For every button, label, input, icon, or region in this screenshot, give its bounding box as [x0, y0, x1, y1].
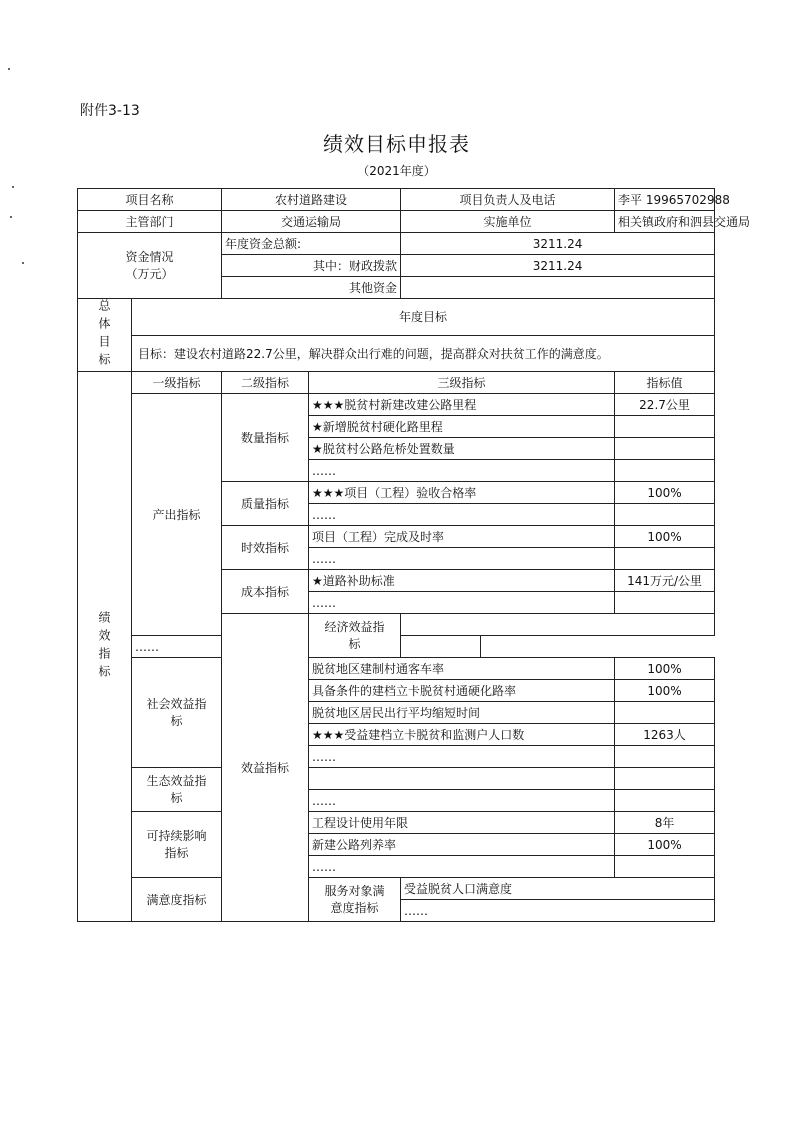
indicator-name: 脱贫地区居民出行平均缩短时间 [309, 702, 615, 724]
level1-header: 一级指标 [132, 372, 222, 394]
indicator-name: 受益脱贫人口满意度 [401, 878, 715, 900]
funds-fiscal-value: 3211.24 [401, 255, 715, 277]
project-name-label: 项目名称 [78, 189, 222, 211]
indicator-value: 1263人 [615, 724, 715, 746]
scan-speck [22, 262, 24, 264]
indicator-value [615, 856, 715, 878]
indicator-value: 100% [615, 658, 715, 680]
indicator-value: 8年 [615, 812, 715, 834]
project-name-row [78, 189, 715, 211]
indicator-value [615, 790, 715, 812]
department-row [78, 211, 715, 233]
indicator-name: ★脱贫村公路危桥处置数量 [309, 438, 615, 460]
social-indicator-label: 社会效益指标 [132, 658, 222, 768]
indicator-value: 100% [615, 834, 715, 856]
indicator-name: 工程设计使用年限 [309, 812, 615, 834]
department-value: 交通运输局 [222, 211, 401, 233]
table-row [78, 636, 715, 658]
indicator-ellipsis: …… [309, 746, 615, 768]
funds-fiscal-label: 其中：财政拨款 [222, 255, 401, 277]
indicator-value: 22.7公里 [615, 394, 715, 416]
funds-total-row [78, 233, 715, 255]
project-owner-value: 李平 19965702988 [615, 189, 715, 211]
indicator-name: ★★★项目（工程）验收合格率 [309, 482, 615, 504]
funds-label-line1: 资金情况 [125, 250, 174, 265]
indicator-name: 脱贫地区建制村通客车率 [309, 658, 615, 680]
year-goal-header-row [78, 299, 715, 336]
indicator-ellipsis: …… [309, 592, 615, 614]
indicator-value: 100% [615, 482, 715, 504]
table-row [78, 768, 715, 790]
indicator-value [615, 746, 715, 768]
scan-speck [10, 216, 12, 218]
indicator-ellipsis: …… [401, 900, 715, 922]
indicator-name: 项目（工程）完成及时率 [309, 526, 615, 548]
page-subtitle: （2021年度） [357, 164, 436, 178]
funds-other-value [401, 277, 715, 299]
indicator-ellipsis: …… [309, 856, 615, 878]
indicator-ellipsis: …… [309, 460, 615, 482]
scan-speck [8, 68, 10, 70]
indicator-value [615, 438, 715, 460]
overall-goal-label: 总体目标 [78, 299, 132, 372]
perf-indicator-label: 绩效指标 [78, 372, 132, 922]
quality-indicator-label: 质量指标 [222, 482, 309, 526]
indicator-value: 100% [615, 526, 715, 548]
indicator-value: 141万元/公里 [615, 570, 715, 592]
table-row [78, 812, 715, 834]
quantity-indicator-label: 数量指标 [222, 394, 309, 482]
department-label: 主管部门 [78, 211, 222, 233]
indicator-name [309, 768, 615, 790]
indicator-value: 100% [615, 680, 715, 702]
project-name-value: 农村道路建设 [222, 189, 401, 211]
year-goal-text: 目标：建设农村道路22.7公里，解决群众出行难的问题，提高群众对扶贫工作的满意度。 [132, 335, 715, 372]
page-title: 绩效目标申报表 [323, 132, 470, 156]
value-header: 指标值 [615, 372, 715, 394]
indicator-value [615, 768, 715, 790]
funds-label [78, 233, 222, 299]
year-goal-label: 年度目标 [132, 299, 715, 336]
eco-indicator-label: 生态效益指标 [132, 768, 222, 812]
benefit-indicator-label: 效益指标 [222, 614, 309, 922]
indicator-value [615, 504, 715, 526]
indicator-name: 新建公路列养率 [309, 834, 615, 856]
table-row [78, 878, 715, 900]
economic-indicator-label: 经济效益指标 [309, 614, 401, 658]
indicator-header-row [78, 372, 715, 394]
indicator-name: ★新增脱贫村硬化路里程 [309, 416, 615, 438]
funds-other-label: 其他资金 [222, 277, 401, 299]
performance-target-table [77, 188, 751, 922]
project-owner-label: 项目负责人及电话 [401, 189, 615, 211]
year-goal-row [78, 335, 715, 372]
funds-total-value: 3211.24 [401, 233, 715, 255]
implementer-label: 实施单位 [401, 211, 615, 233]
satisfaction-indicator-label: 满意度指标 [132, 878, 222, 922]
indicator-name: ★★★脱贫村新建改建公路里程 [309, 394, 615, 416]
indicator-ellipsis: …… [309, 548, 615, 570]
level3-header: 三级指标 [309, 372, 615, 394]
implementer-value: 相关镇政府和泗县交通局 [615, 211, 715, 233]
sustain-indicator-label: 可持续影响指标 [132, 812, 222, 878]
indicator-name: ★★★受益建档立卡脱贫和监测户人口数 [309, 724, 615, 746]
time-indicator-label: 时效指标 [222, 526, 309, 570]
indicator-name: 具备条件的建档立卡脱贫村通硬化路率 [309, 680, 615, 702]
indicator-value [615, 460, 715, 482]
scan-speck [12, 186, 14, 188]
indicator-value [615, 416, 715, 438]
indicator-value [615, 702, 715, 724]
indicator-name: ★道路补助标准 [309, 570, 615, 592]
indicator-name [401, 614, 715, 636]
funds-label-line2: （万元） [125, 266, 174, 281]
service-satisfaction-label: 服务对象满意度指标 [309, 878, 401, 922]
indicator-value [615, 592, 715, 614]
indicator-value [615, 548, 715, 570]
table-row [78, 658, 715, 680]
indicator-ellipsis: …… [309, 504, 615, 526]
attachment-number: 附件3-13 [80, 103, 140, 119]
indicator-ellipsis: …… [309, 790, 615, 812]
table-row [78, 394, 715, 416]
funds-total-label: 年度资金总额: [222, 233, 401, 255]
indicator-value [401, 636, 481, 658]
indicator-ellipsis: …… [132, 636, 401, 658]
output-indicator-label: 产出指标 [132, 394, 222, 636]
cost-indicator-label: 成本指标 [222, 570, 309, 614]
level2-header: 二级指标 [222, 372, 309, 394]
